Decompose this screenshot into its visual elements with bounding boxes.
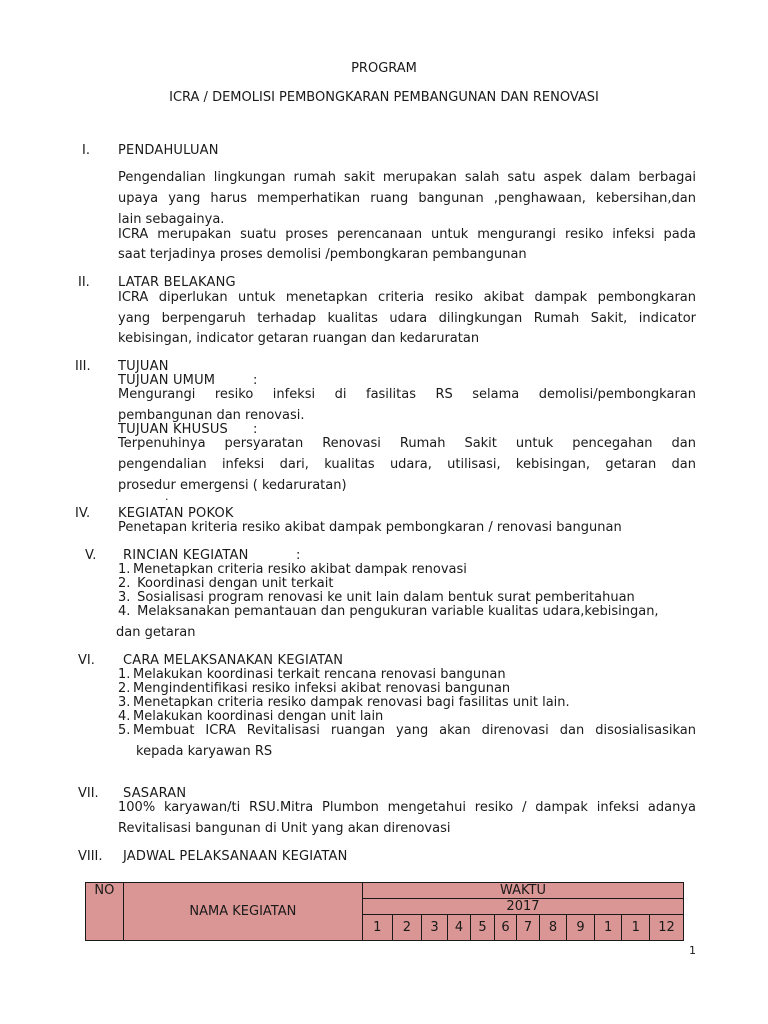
section-number: III. [75,359,91,374]
paragraph-line: pengendalian infeksi dari, kualitas udara, utilisasi, kebisingan, getaran dan [118,457,696,472]
table-month-cell: 3 [422,915,448,941]
section-heading: RINCIAN KEGIATAN [123,548,249,563]
list-item: 2. Koordinasi dengan unit terkait [118,576,334,591]
colon: : [253,373,258,388]
list-item: 1. Menetapkan criteria resiko akibat dampak renovasi [118,562,467,577]
section-number: I. [82,143,90,158]
table-month-cell: 1 [594,915,622,941]
section-number: VIII. [78,849,103,864]
list-item: 3. Menetapkan criteria resiko dampak renovasi bagi fasilitas unit lain. [118,695,570,710]
table-month-cell: 1 [362,915,392,941]
colon: : [296,548,301,563]
section-number: IV. [75,506,91,521]
paragraph-line: 100% karyawan/ti RSU.Mitra Plumbon mengetahui resiko / dampak infeksi adanya [118,800,696,815]
table-month-cell: 12 [650,915,684,941]
section-number: V. [85,548,97,563]
table-month-cell: 1 [622,915,650,941]
paragraph-line: prosedur emergensi ( kedaruratan) [118,478,347,493]
section-heading: PENDAHULUAN [118,143,219,158]
table-header-waktu: WAKTU [362,883,683,899]
paragraph-line: upaya yang harus memperhatikan ruang bangunan ,penghawaan, kebersihan,dan [118,191,696,206]
table-month-cell: 7 [517,915,539,941]
list-item: 2. Mengindentifikasi resiko infeksi akibat renovasi bangunan [118,681,511,696]
section-number: VI. [78,653,95,668]
list-item: 4. Melakukan koordinasi dengan unit lain [118,709,384,724]
paragraph-line: ICRA merupakan suatu proses perencanaan untuk mengurangi resiko infeksi pada [118,227,696,242]
list-item: 1. Melakukan koordinasi terkait rencana renovasi bangunan [118,667,506,682]
paragraph-line: lain sebagainya. [118,212,225,227]
list-item: 3. Sosialisasi program renovasi ke unit lain dalam bentuk surat pemberitahuan [118,590,635,605]
paragraph-line: kebisingan, indicator getaran ruangan dan kedaruratan [118,331,480,346]
section-heading: TUJUAN [118,359,169,374]
table-month-cell: 4 [447,915,471,941]
list-item: 5. Membuat ICRA Revitalisasi ruangan yang akan direnovasi dan disosialisasikan [118,723,696,738]
table-month-cell: 5 [471,915,495,941]
stray-dot: . [165,490,169,503]
document-title: PROGRAM [351,61,417,76]
section-heading: KEGIATAN POKOK [118,506,234,521]
section-heading: LATAR BELAKANG [118,275,236,290]
section-heading: SASARAN [123,786,187,801]
table-month-cell: 9 [567,915,595,941]
table-month-cell: 2 [392,915,422,941]
paragraph-line: pembangunan dan renovasi. [118,408,305,423]
table-month-cell: 8 [539,915,567,941]
paragraph-line: Pengendalian lingkungan rumah sakit merupakan salah satu aspek dalam berbagai [118,170,696,185]
subheading-tujuan-khusus: TUJUAN KHUSUS [118,422,228,437]
section-heading: JADWAL PELAKSANAAN KEGIATAN [123,849,348,864]
schedule-table [85,882,684,941]
paragraph-line: saat terjadinya proses demolisi /pembongkaran pembangunan [118,247,527,262]
document-subtitle: ICRA / DEMOLISI PEMBONGKARAN PEMBANGUNAN DAN RENOVASI [169,90,599,105]
page-number: 1 [689,944,696,957]
list-item-continuation: kepada karyawan RS [136,744,273,759]
paragraph-line: ICRA diperlukan untuk menetapkan criteria resiko akibat dampak pembongkaran [118,290,696,305]
list-item-continuation: dan getaran [116,625,196,640]
paragraph-line: yang berpengaruh terhadap kualitas udara dilingkungan Rumah Sakit, indicator [118,311,696,326]
list-item: 4. Melaksanakan pemantauan dan pengukuran variable kualitas udara,kebisingan, [118,604,659,619]
subheading-tujuan-umum: TUJUAN UMUM [118,373,216,388]
table-header-year: 2017 [362,899,683,915]
table-month-cell: 6 [494,915,516,941]
section-number: II. [78,275,90,290]
colon: : [253,422,258,437]
section-number: VII. [78,786,99,801]
paragraph-line: Penetapan kriteria resiko akibat dampak pembongkaran / renovasi bangunan [118,520,622,535]
section-heading: CARA MELAKSANAKAN KEGIATAN [123,653,344,668]
paragraph-line: Terpenuhinya persyaratan Renovasi Rumah Sakit untuk pencegahan dan [118,436,696,451]
table-header-no: NO [86,883,124,941]
table-header-nama-kegiatan: NAMA KEGIATAN [123,883,362,941]
paragraph-line: Mengurangi resiko infeksi di fasilitas RS selama demolisi/pembongkaran [118,387,696,402]
paragraph-line: Revitalisasi bangunan di Unit yang akan direnovasi [118,821,451,836]
